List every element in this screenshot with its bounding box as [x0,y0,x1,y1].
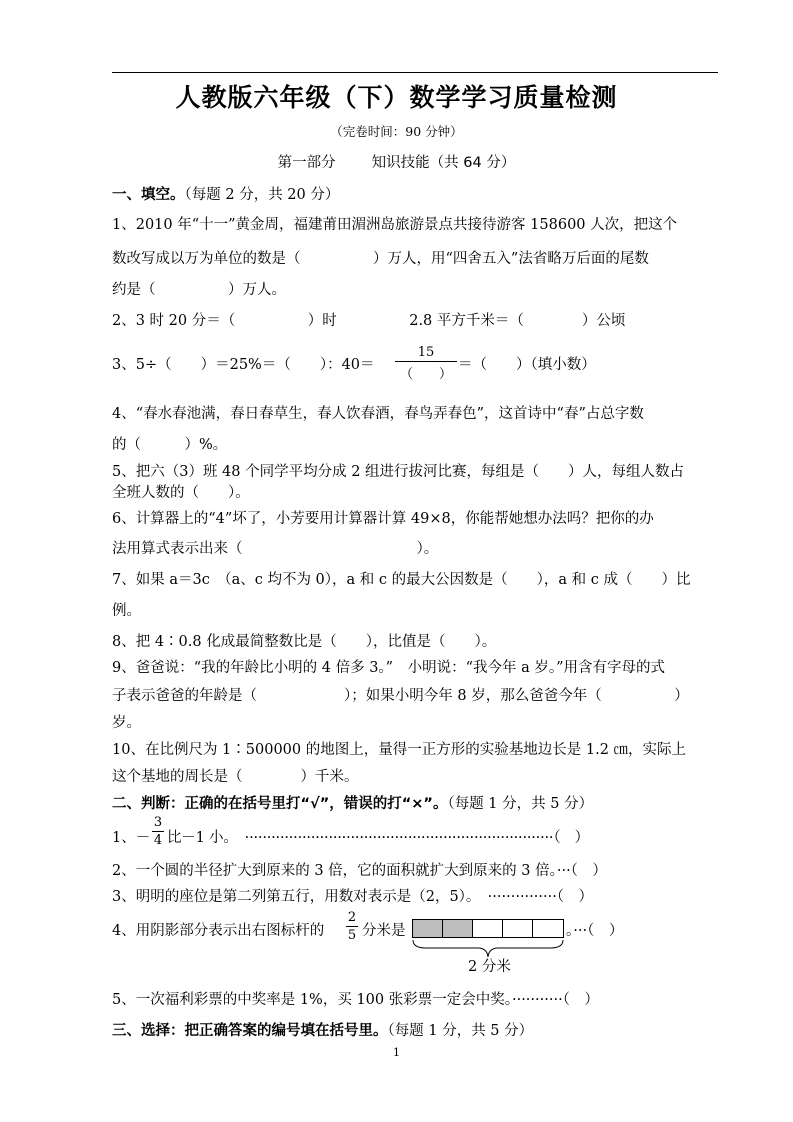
j4-fraction-denominator: 5 [347,928,357,943]
section1-heading [112,183,339,204]
q9-line2: 子表示爸爸的年龄是（ ）；如果小明今年 8 岁，那么爸爸今年（ ） [112,688,689,704]
j1-part-b: 比－1 小。 ······································································（ ） [167,830,589,846]
j4-fraction [346,910,358,943]
page-number: 1 [393,1046,400,1059]
j2-line: 2、一个圆的半径扩大到原来的 3 倍，它的面积就扩大到原来的 3 倍。···（ ） [112,863,607,879]
section2-heading [112,792,593,813]
section2-title: 二、判断：正确的在括号里打“√”，错误的打“×”。 [112,796,448,812]
q8-line: 8、把 4∶0.8 化成最简整数比是（ ），比值是（ ）。 [112,634,497,650]
j4-part-c: 。···（ ） [566,923,624,939]
exam-title: 人教版六年级（下）数学学习质量检测 [175,83,618,112]
j3-line: 3、明明的座位是第二列第五行，用数对表示是（2，5）。 ···············（ ） [112,889,594,905]
part-heading [0,151,793,172]
q10-line1: 10、在比例尺为 1∶500000 的地图上，量得一正方形的实验基地边长是 1.2 ㎝，实际上 [112,742,687,758]
q5-line2: 全班人数的（ ）。 [112,485,250,501]
q7-line2: 例。 [112,603,141,619]
pole-length-label: 2 分米 [468,959,511,975]
section1-points: （每题 2 分，共 20 分） [184,187,340,203]
q3-fraction-denominator: （ ） [399,367,452,382]
pole-segment-shaded [443,920,473,937]
q1-line2: 数改写成以万为单位的数是（ ）万人，用“四舍五入”法省略万后面的尾数 [112,251,649,267]
q6-line2: 法用算式表示出来（ ）。 [112,541,439,557]
exam-duration: （完卷时间：90 分钟） [330,124,463,139]
header-rule [112,72,718,73]
j4-part-a: 4、用阴影部分表示出右图标杆的 [112,923,325,939]
pole-strip-diagram [412,919,564,938]
j1-fraction-numerator: 3 [153,815,163,830]
part-name: 知识技能（共 64 分） [371,155,516,171]
section3-heading [112,1019,533,1040]
pole-segment [533,920,563,937]
q10-line2: 这个基地的周长是（ ）千米。 [112,769,359,785]
section3-title: 三、选择：把正确答案的编号填在括号里。 [112,1023,388,1039]
pole-segment-shaded [413,920,443,937]
section3-points: （每题 1 分，共 5 分） [387,1023,534,1039]
q4-line1: 4、“春水春池满，春日春草生，春人饮春酒，春鸟弄春色”，这首诗中“春”占总字数 [112,406,644,422]
j5-line: 5、一次福利彩票的中奖率是 1%，买 100 张彩票一定会中奖。···········（ ） [112,992,599,1008]
j1-part-a: 1、－ [112,830,151,846]
q9-line3: 岁。 [112,715,141,731]
pole-segment [473,920,503,937]
j4-part-b: 分米是 [362,923,406,939]
j4-fraction-numerator: 2 [347,910,357,925]
q1-line3: 约是（ ）万人。 [112,282,286,298]
q3-part-a: 3、5÷（ ）＝25%＝（ ）：40＝ [112,357,375,373]
j1-fraction [152,815,164,848]
q4-line2: 的（ ）%。 [112,437,228,453]
section1-title: 一、填空。 [112,187,185,203]
q3-fraction-numerator: 15 [417,345,435,360]
q9-line1: 9、爸爸说：“我的年龄比小明的 4 倍多 3。” 小明说：“我今年 a 岁。”用含有字母的式 [112,660,666,676]
q5-line1: 5、把六（3）班 48 个同学平均分成 2 组进行拔河比赛，每组是（ ）人，每组人数占 [112,464,685,480]
j1-fraction-denominator: 4 [153,833,163,848]
q3-fraction [395,345,457,382]
q2-line: 2、3 时 20 分＝（ ）时 2.8 平方千米＝（ ）公顷 [112,313,626,329]
pole-segment [503,920,533,937]
q3-part-b: ＝（ ）（填小数） [458,357,596,373]
part-label: 第一部分 [277,155,336,171]
section2-points: （每题 1 分，共 5 分） [447,796,594,812]
q6-line1: 6、计算器上的“4”坏了，小芳要用计算器计算 49×8，你能帮她想办法吗？把你的办 [112,511,654,527]
q1-line1: 1、2010 年“十一”黄金周，福建莆田湄洲岛旅游景点共接待游客 158600 人次，把这个 [112,217,678,233]
q7-line1: 7、如果 a＝3c （a、c 均不为 0），a 和 c 的最大公因数是（ ），a 和 c 成（ ）比 [112,572,691,588]
